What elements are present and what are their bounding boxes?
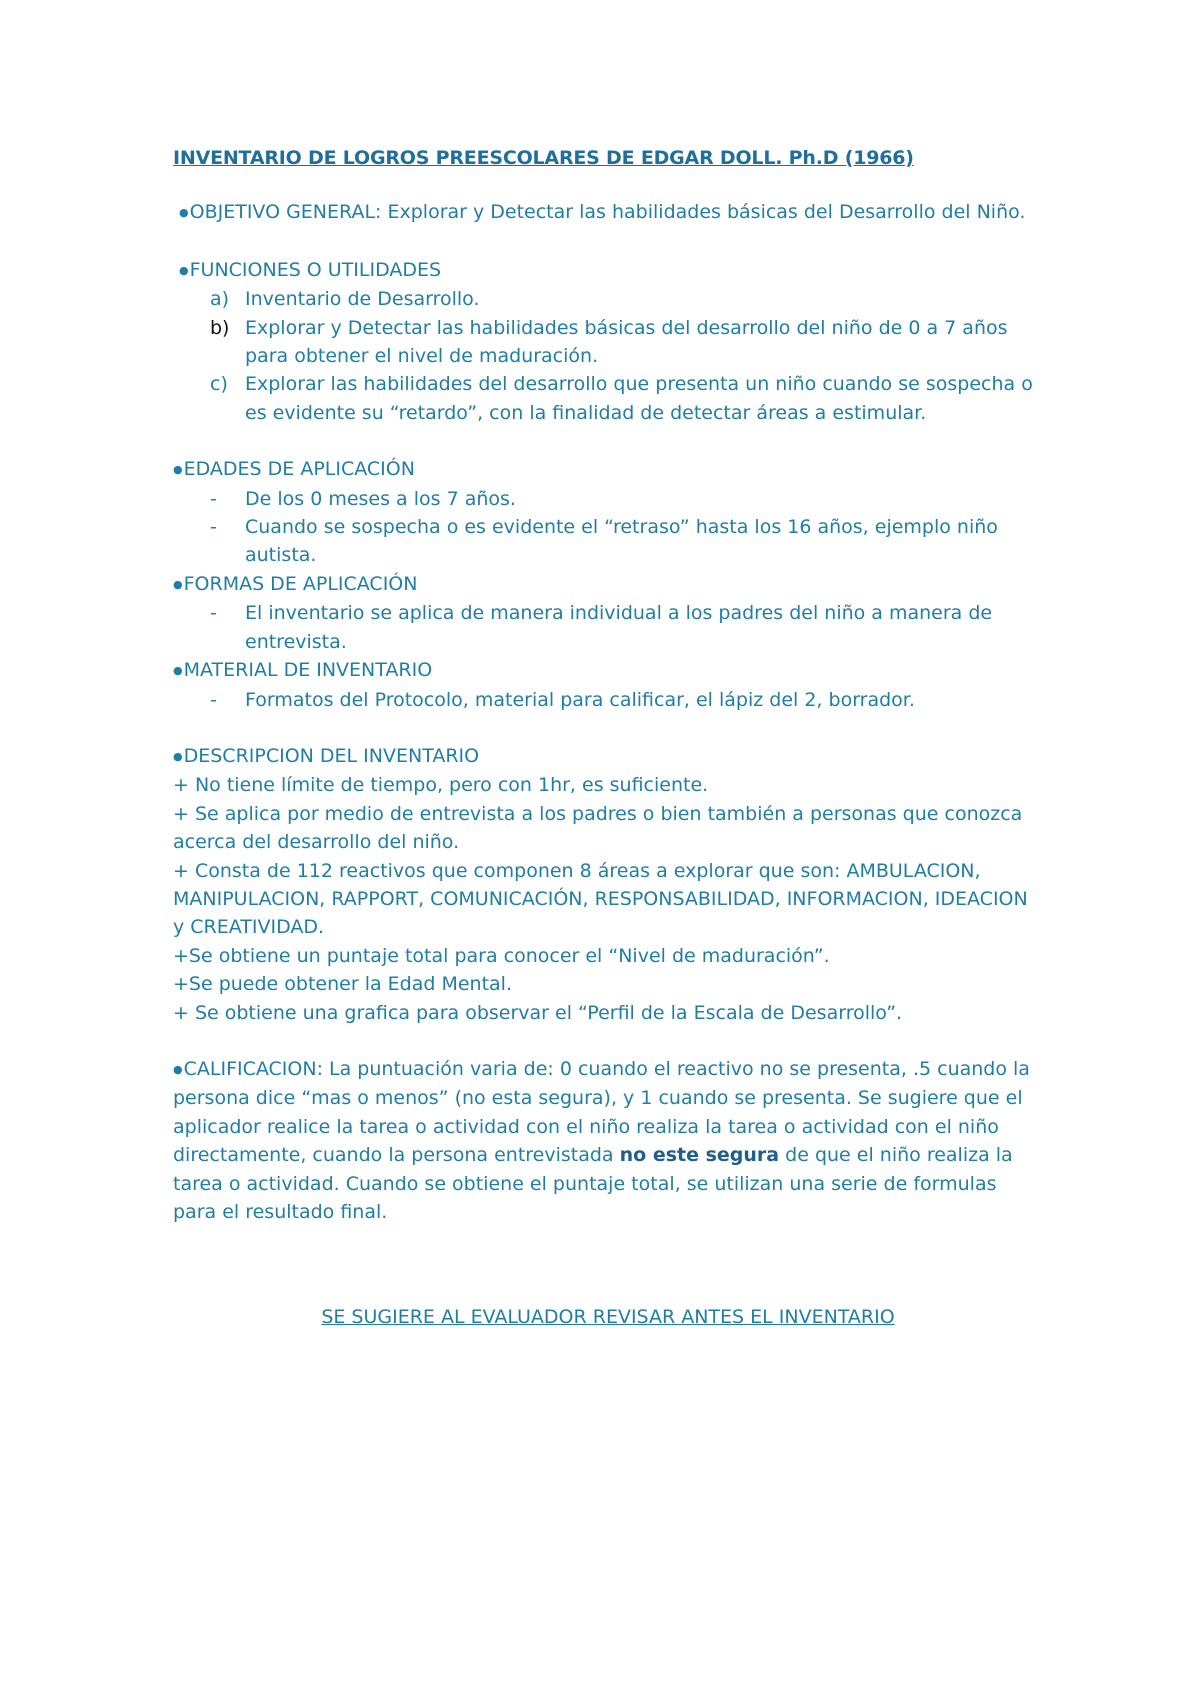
material-heading: ●MATERIAL DE INVENTARIO <box>173 659 433 682</box>
list-item: a) Inventario de Desarrollo. <box>210 288 480 311</box>
list-item: b) Explorar y Detectar las habilidades básicas del desarrollo del niño de 0 a 7 años para obtener el nivel de maduración. <box>210 316 1008 368</box>
descripcion-line: + Se obtiene una grafica para observar el “Perfil de la Escala de Desarrollo”. <box>173 1001 903 1024</box>
objetivo-text: OBJETIVO GENERAL: Explorar y Detectar las habilidades básicas del Desarrollo del Niño. <box>189 201 1026 224</box>
bullet-icon: ● <box>173 664 183 678</box>
formas-heading: ●FORMAS DE APLICACIÓN <box>173 572 418 595</box>
document-title: INVENTARIO DE LOGROS PREESCOLARES DE EDGAR DOLL. Ph.D (1966) <box>173 147 914 169</box>
objetivo-paragraph <box>173 198 1043 227</box>
descripcion-line: + Se aplica por medio de entrevista a los padres o bien también a personas que conozca acerca del desarrollo del niño. <box>173 802 1023 854</box>
descripcion-line: +Se obtiene un puntaje total para conocer el “Nivel de maduración”. <box>173 944 830 967</box>
bullet-icon: ● <box>179 206 189 220</box>
list-item: - Cuando se sospecha o es evidente el “retraso” hasta los 16 años, ejemplo niño autista. <box>210 516 998 567</box>
bullet-icon: ● <box>173 577 183 591</box>
edades-heading: ●EDADES DE APLICACIÓN <box>173 458 415 481</box>
bullet-icon: ● <box>173 749 183 763</box>
calificacion-paragraph: ●CALIFICACION: La puntuación varia de: 0 cuando el reactivo no se presenta, .5 cuando la persona dice “mas o menos” (no esta segura), y 1 cuando se presenta. Se sugiere que el aplicador realice la tarea o actividad con el niño realiza la tarea o actividad con el niño directamente, cuando la persona entrevistada no este segura de que el niño realiza la tarea o actividad. Cuando se obtiene el puntaje total, se utilizan una serie de formulas para el resultado final. <box>173 1057 1030 1223</box>
descripcion-line: + No tiene límite de tiempo, pero con 1hr, es suficiente. <box>173 774 709 797</box>
list-item: c) Explorar las habilidades del desarrollo que presenta un niño cuando se sospecha o es evidente su “retardo”, con la finalidad de detectar áreas a estimular. <box>210 373 1033 424</box>
descripcion-heading: ●DESCRIPCION DEL INVENTARIO <box>173 744 480 767</box>
bullet-icon: ● <box>179 263 189 277</box>
funciones-heading: ●FUNCIONES O UTILIDADES <box>179 258 442 281</box>
bullet-icon: ● <box>173 1062 183 1076</box>
descripcion-line: + Consta de 112 reactivos que componen 8 áreas a explorar que son: AMBULACION, MANIPULACION, RAPPORT, COMUNICACIÓN, RESPONSABILIDAD, INFORMACION, IDEACION y CREATIVIDAD. <box>173 859 1028 939</box>
list-item: - Formatos del Protocolo, material para calificar, el lápiz del 2, borrador. <box>210 688 915 711</box>
emphasis-text: no este segura <box>619 1144 780 1167</box>
bullet-icon: ● <box>173 463 183 477</box>
footer-note: SE SUGIERE AL EVALUADOR REVISAR ANTES EL INVENTARIO <box>321 1306 895 1328</box>
list-item: - De los 0 meses a los 7 años. <box>210 487 516 510</box>
descripcion-line: +Se puede obtener la Edad Mental. <box>173 973 513 996</box>
list-item: - El inventario se aplica de manera individual a los padres del niño a manera de entrevista. <box>210 602 993 653</box>
document-body <box>173 144 1043 1226</box>
